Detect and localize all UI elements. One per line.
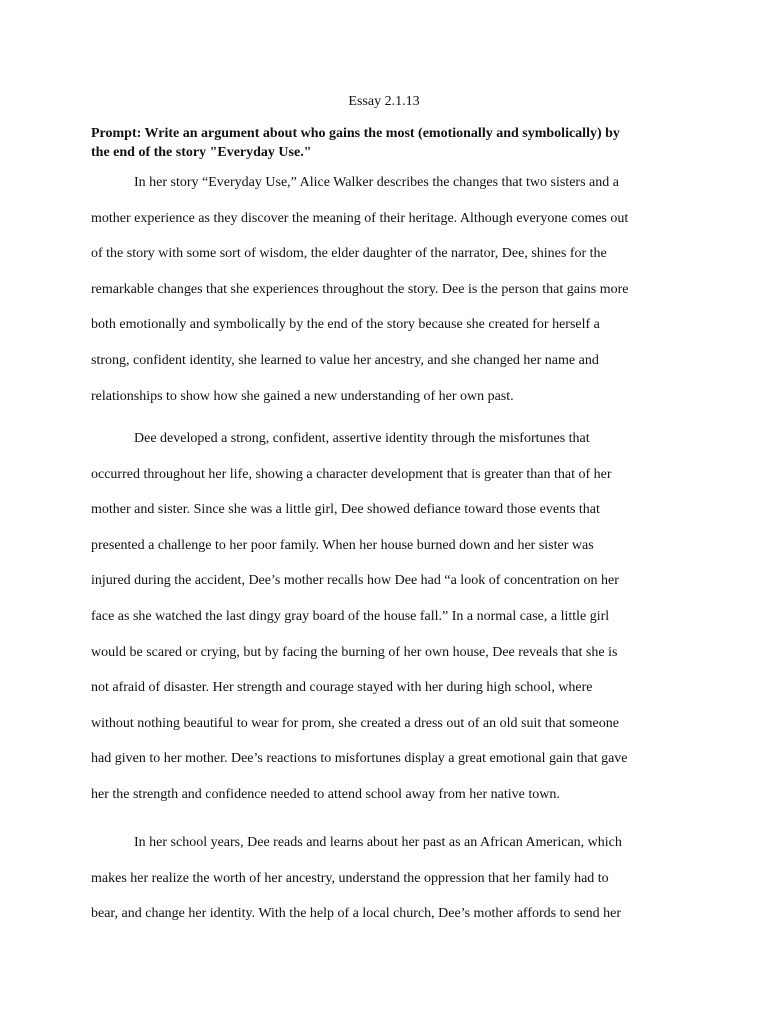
paragraph-line: In her school years, Dee reads and learns about her past as an African American, which — [134, 835, 622, 850]
paragraph-line: face as she watched the last dingy gray board of the house fall.” In a normal case, a little girl — [91, 608, 610, 624]
paragraph-line: would be scared or crying, but by facing the burning of her own house, Dee reveals that she is — [91, 644, 618, 660]
paragraph-line: bear, and change her identity. With the help of a local church, Dee’s mother affords to send her — [91, 906, 622, 922]
paragraph-line: remarkable changes that she experiences throughout the story. Dee is the person that gains more — [91, 281, 629, 297]
paragraph-line: not afraid of disaster. Her strength and courage stayed with her during high school, where — [91, 680, 593, 696]
paragraph-line: injured during the accident, Dee’s mother recalls how Dee had “a look of concentration on her — [91, 573, 619, 589]
paragraph-line: strong, confident identity, she learned to value her ancestry, and she changed her name and — [91, 352, 599, 368]
essay-prompt — [91, 124, 681, 162]
paragraph-line: without nothing beautiful to wear for prom, she created a dress out of an old suit that someone — [91, 715, 619, 731]
paragraph-line: mother experience as they discover the meaning of their heritage. Although everyone comes out — [91, 210, 629, 226]
paragraph-line: mother and sister. Since she was a little girl, Dee showed defiance toward those events that — [91, 502, 600, 518]
paragraph-1 — [91, 165, 674, 414]
paragraph-line: of the story with some sort of wisdom, the elder daughter of the narrator, Dee, shines for the — [91, 246, 607, 262]
prompt-line: the end of the story "Everyday Use." — [91, 145, 312, 160]
prompt-line: Prompt: Write an argument about who gains the most (emotionally and symbolically) by — [91, 126, 620, 141]
paragraph-3 — [91, 825, 674, 932]
paragraph-line: both emotionally and symbolically by the end of the story because she created for herself a — [91, 317, 600, 333]
paragraph-line: presented a challenge to her poor family. When her house burned down and her sister was — [91, 537, 594, 553]
paragraph-line: her the strength and confidence needed to attend school away from her native town. — [91, 786, 560, 802]
paragraph-line: Dee developed a strong, confident, assertive identity through the misfortunes that — [134, 431, 590, 446]
paragraph-line: had given to her mother. Dee’s reactions to misfortunes display a great emotional gain that gave — [91, 751, 628, 767]
paragraph-line: In her story “Everyday Use,” Alice Walker describes the changes that two sisters and a — [134, 175, 619, 190]
paragraph-2 — [91, 421, 674, 813]
paragraph-line: relationships to show how she gained a new understanding of her own past. — [91, 388, 514, 404]
essay-title: Essay 2.1.13 — [348, 94, 420, 109]
paragraph-line: occurred throughout her life, showing a character development that is greater than that of her — [91, 466, 612, 482]
paragraph-line: makes her realize the worth of her ancestry, understand the oppression that her family had to — [91, 870, 609, 886]
